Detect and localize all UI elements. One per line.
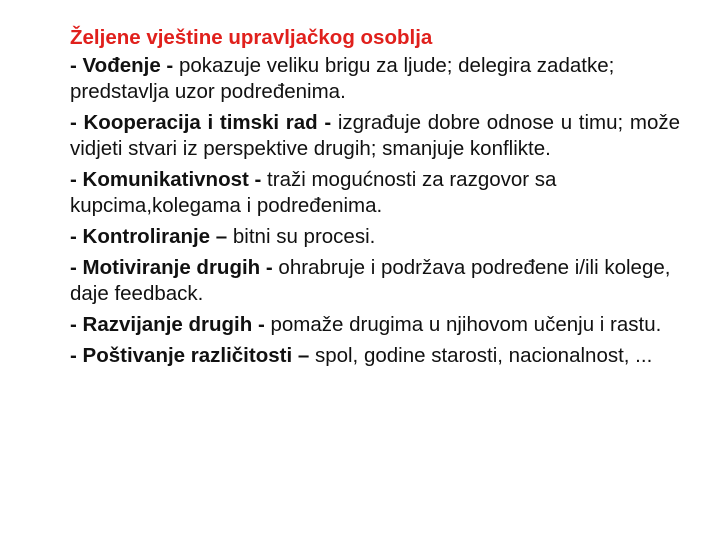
skill-term: - Razvijanje drugih - — [70, 313, 271, 336]
skill-term: - Vođenje - — [70, 54, 179, 77]
skill-description: spol, godine starosti, nacionalnost, ... — [314, 344, 653, 367]
skill-description: bitni su procesi. — [232, 225, 376, 248]
skill-item-leadership — [70, 53, 680, 105]
skill-term: - Kontroliranje – — [70, 225, 233, 248]
skill-term: - Motiviranje drugih - — [70, 256, 279, 279]
skill-item-diversity — [70, 343, 680, 369]
skill-term: - Komunikativnost - — [70, 168, 268, 191]
skill-description: traži mogućnosti za razgovor sa kupcima,kolegama i podređenima. — [70, 168, 557, 217]
skill-item-developing — [70, 312, 680, 338]
skill-term: - Kooperacija i timski rad - — [70, 111, 338, 134]
skill-description: ohrabruje i podržava podređene i/ili kolege, daje feedback. — [70, 256, 671, 305]
skill-description: pokazuje veliku brigu za ljude; delegira zadatke; predstavlja uzor podređenima. — [70, 54, 615, 103]
slide-content — [70, 22, 680, 374]
slide-title: Željene vještine upravljačkog osoblja — [70, 26, 433, 49]
skill-term: - Poštivanje različitosti – — [70, 344, 315, 367]
skill-item-cooperation — [70, 110, 680, 162]
skill-item-communication — [70, 167, 680, 219]
skill-item-controlling — [70, 224, 680, 250]
skill-description: pomaže drugima u njihovom učenju i rastu. — [270, 313, 662, 336]
skill-item-motivating — [70, 255, 680, 307]
skill-description: izgrađuje dobre odnose u timu; može vidjeti stvari iz perspektive drugih; smanjuje konflikte. — [70, 111, 681, 160]
